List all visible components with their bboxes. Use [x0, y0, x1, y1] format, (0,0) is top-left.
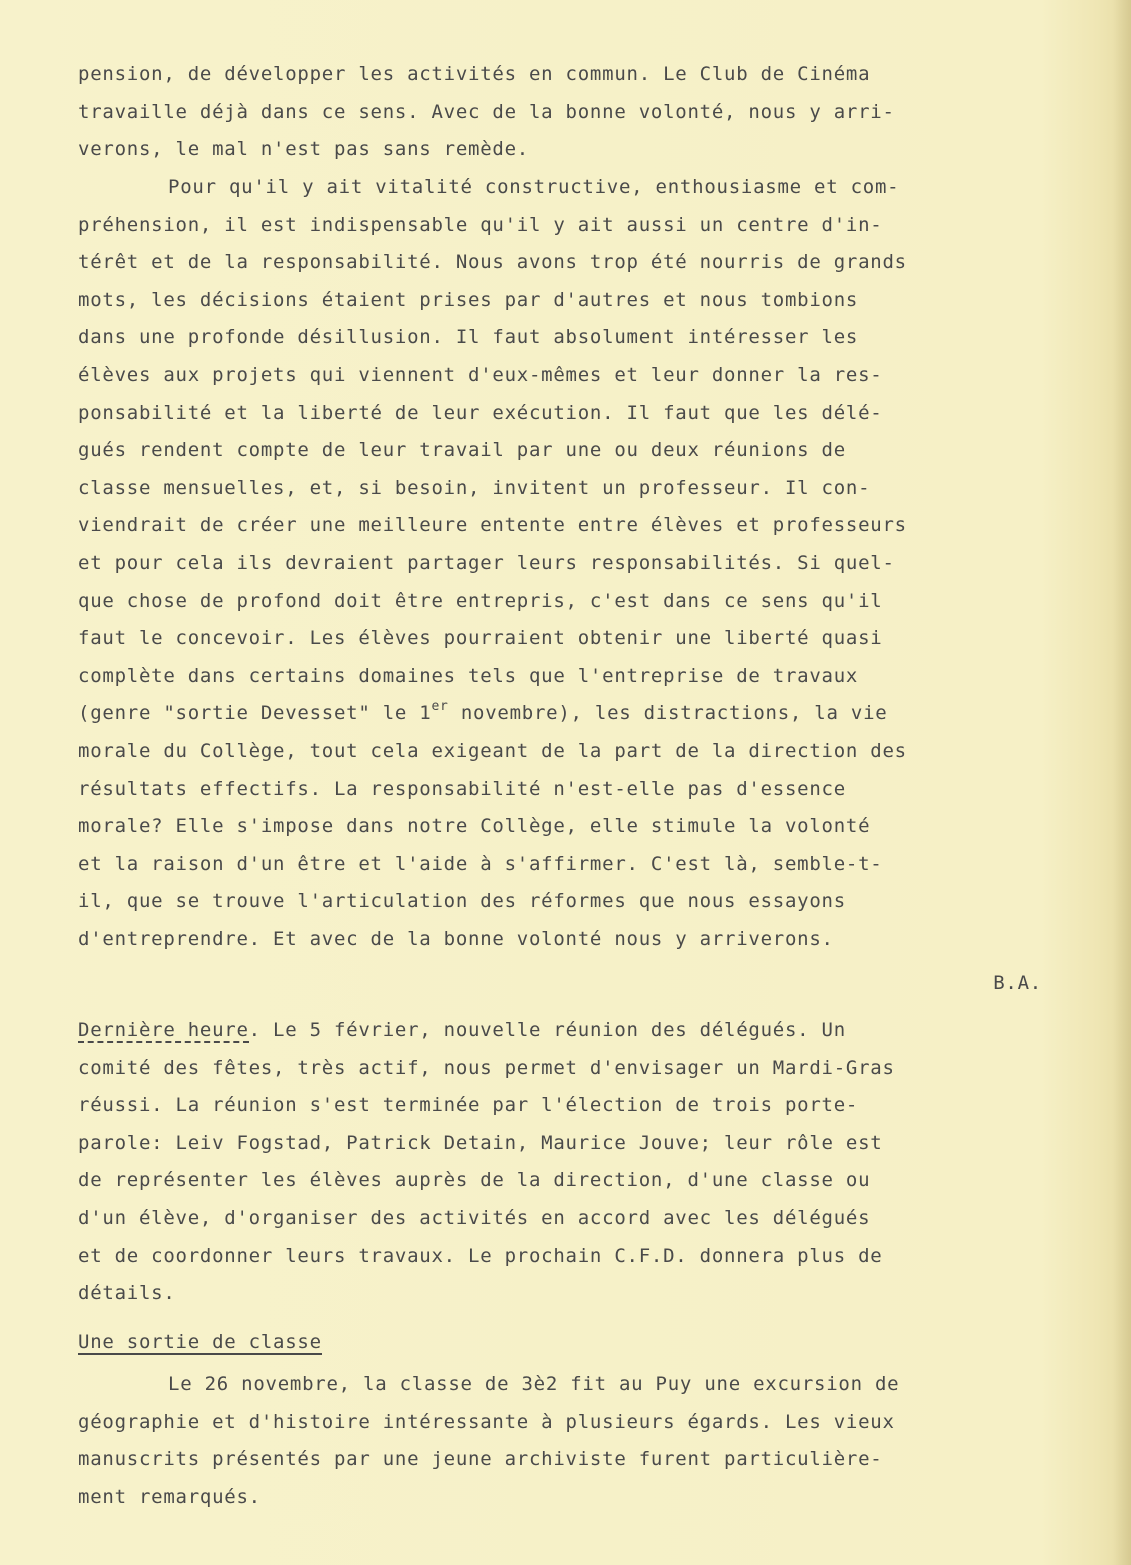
text-line: manuscrits présentés par une jeune archiviste furent particulière-	[78, 1448, 883, 1471]
text-line: et la raison d'un être et l'aide à s'affirmer. C'est là, semble-t-	[78, 852, 883, 875]
signature: B.A.	[993, 972, 1042, 994]
text-line: classe mensuelles, et, si besoin, invitent un professeur. Il con-	[78, 476, 871, 499]
text-fragment: (genre "sortie Devesset" le 1	[78, 702, 432, 725]
paragraph-sortie	[78, 1366, 1088, 1516]
section-heading: Une sortie de classe	[78, 1331, 322, 1353]
text-line: de représenter les élèves auprès de la direction, d'une classe ou	[78, 1169, 871, 1192]
text-line: morale? Elle s'impose dans notre Collège, elle stimule la volonté	[78, 815, 871, 838]
section-heading: Dernière heure	[78, 1019, 249, 1041]
text-line: comité des fêtes, très actif, nous permet d'envisager un Mardi-Gras	[78, 1056, 895, 1079]
paragraph-club-cinema	[78, 56, 1088, 169]
paper-edge-shadow	[1113, 0, 1131, 1565]
heading-line	[78, 1324, 1088, 1362]
text-line: préhension, il est indispensable qu'il y ait aussi un centre d'in-	[78, 213, 883, 236]
text-line: élèves aux projets qui viennent d'eux-mêmes et leur donner la res-	[78, 363, 883, 386]
text-line: géographie et d'histoire intéressante à plusieurs égards. Les vieux	[78, 1410, 895, 1433]
paragraph-responsabilite	[78, 169, 1088, 958]
text-fragment: . Le 5 février, nouvelle réunion des délégués. Un	[248, 1019, 846, 1041]
text-line: dans une profonde désillusion. Il faut absolument intéresser les	[78, 326, 859, 349]
text-line: d'un élève, d'organiser des activités en accord avec les délégués	[78, 1206, 871, 1229]
text-line: Pour qu'il y ait vitalité constructive, enthousiasme et com-	[168, 176, 900, 198]
text-line: mots, les décisions étaient prises par d'autres et nous tombions	[78, 288, 859, 311]
section-derniere-heure	[78, 1012, 1088, 1313]
text-line: pension, de développer les activités en commun. Le Club de Cinéma	[78, 63, 871, 85]
superscript: er	[431, 698, 449, 714]
text-line: Le 26 novembre, la classe de 3è2 fit au Puy une excursion de	[168, 1373, 900, 1395]
text-line: ponsabilité et la liberté de leur exécution. Il faut que les délé-	[78, 401, 883, 424]
signature-block	[78, 965, 1088, 1003]
text-line: verons, le mal n'est pas sans remède.	[78, 138, 529, 161]
text-line: viendrait de créer une meilleure entente entre élèves et professeurs	[78, 514, 907, 537]
text-line: faut le concevoir. Les élèves pourraient obtenir une liberté quasi	[78, 627, 883, 650]
text-line: il, que se trouve l'articulation des réformes que nous essayons	[78, 890, 846, 913]
text-line: résultats effectifs. La responsabilité n'est-elle pas d'essence	[78, 777, 846, 800]
text-line: morale du Collège, tout cela exigeant de la part de la direction des	[78, 739, 907, 762]
text-line-with-superscript	[78, 695, 1088, 733]
text-line: ment remarqués.	[78, 1485, 261, 1508]
text-line	[78, 1012, 1088, 1050]
section-sortie-de-classe	[78, 1324, 1088, 1362]
text-line: parole: Leiv Fogstad, Patrick Detain, Maurice Jouve; leur rôle est	[78, 1131, 883, 1154]
text-line: et de coordonner leurs travaux. Le prochain C.F.D. donnera plus de	[78, 1244, 883, 1267]
text-line: que chose de profond doit être entrepris, c'est dans ce sens qu'il	[78, 589, 883, 612]
text-line: et pour cela ils devraient partager leurs responsabilités. Si quel-	[78, 551, 895, 574]
text-line: d'entreprendre. Et avec de la bonne volonté nous y arriverons.	[78, 927, 834, 950]
text-line: térêt et de la responsabilité. Nous avons trop été nourris de grands	[78, 251, 907, 274]
text-line: travaille déjà dans ce sens. Avec de la bonne volonté, nous y arri-	[78, 100, 895, 123]
text-line: complète dans certains domaines tels que l'entreprise de travaux	[78, 664, 859, 687]
text-fragment: novembre), les distractions, la vie	[448, 702, 888, 725]
text-line: gués rendent compte de leur travail par une ou deux réunions de	[78, 439, 846, 462]
text-line: détails.	[78, 1282, 176, 1305]
text-line: réussi. La réunion s'est terminée par l'élection de trois porte-	[78, 1094, 859, 1117]
